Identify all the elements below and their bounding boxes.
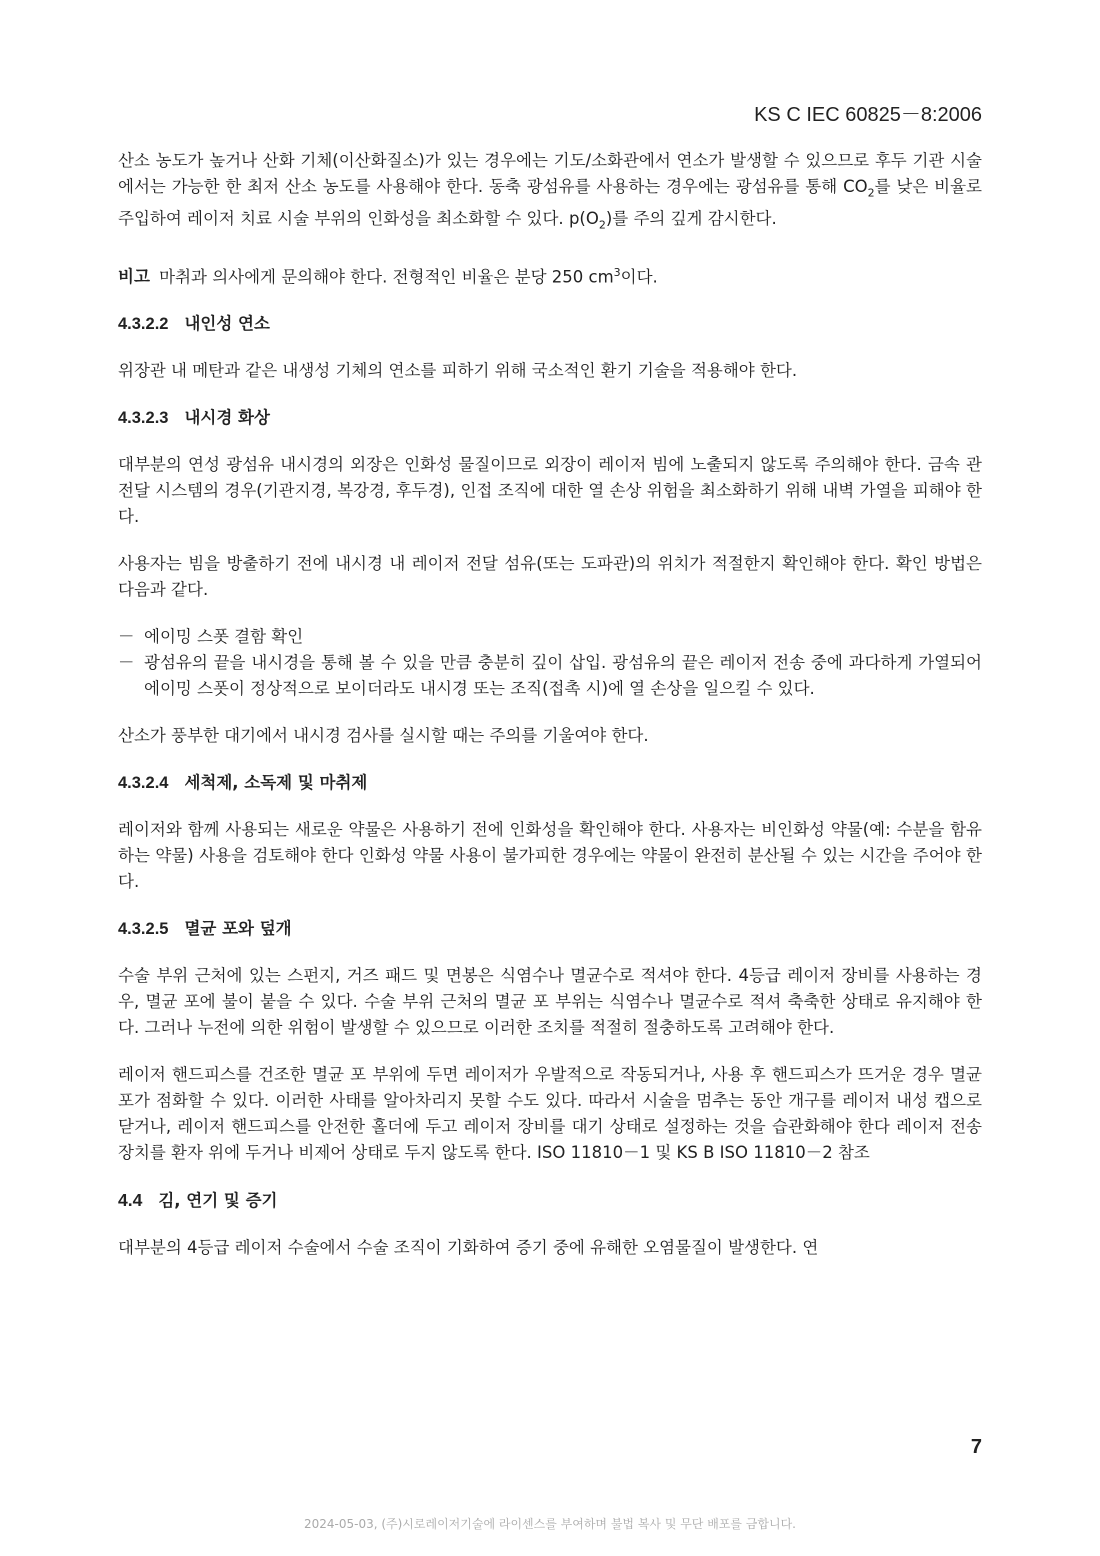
section-heading-4-3-2-5: 4.3.2.5 멸균 포와 덮개 (118, 919, 292, 939)
list-item: － 에이밍 스폿 결함 확인 (118, 627, 304, 647)
paragraph-endoscope-3: 산소가 풍부한 대기에서 내시경 검사를 실시할 때는 주의를 기울여야 한다. (118, 726, 649, 746)
section-heading-4-3-2-4: 4.3.2.4 세척제, 소독제 및 마취제 (118, 773, 368, 793)
paragraph-drapes-2: 레이저 핸드피스를 건조한 멸균 포 부위에 두면 레이저가 우발적으로 작동되거나, 사용 후 핸드피스가 뜨거운 경우 멸균 포가 점화할 수 있다. 이러한 사태를 알아차리지 못할 수도 있다. 따라서 시술을 멈추는 동안 개구를 레이저 내성 캡으로 닫거나, 레이저 핸드피스를 안전한 홀더에 두고 레이저 장비를 대기 상태로 설정하는 것을 습관화해야 한다 레이저 전송 장치를 환자 위에 두거나 비제어 상태로 두지 않도록 한다. ISO 11810－1 및 KS B ISO 11810－2 참조 (118, 1065, 982, 1163)
check-method-list (118, 624, 982, 702)
paragraph-endoscope-1: 대부분의 연성 광섬유 내시경의 외장은 인화성 물질이므로 외장이 레이저 빔에 노출되지 않도록 주의해야 한다. 금속 관 전달 시스템의 경우(기관지경, 복강경, 후두경), 인접 조직에 대한 열 손상 위험을 최소화하기 위해 내벽 가열을 피해야 한다. (118, 455, 982, 527)
page-number: 7 (970, 1436, 982, 1458)
section-heading-4-4: 4.4 김, 연기 및 증기 (118, 1190, 278, 1211)
list-item: － 광섬유의 끝을 내시경을 통해 볼 수 있을 만큼 충분히 깊이 삽입. 광섬유의 끝은 레이저 전송 중에 과다하게 가열되어 에이밍 스폿이 정상적으로 보이더라도 내시경 또는 조직(접촉 시)에 열 손상을 일으킬 수 있다. (118, 653, 982, 699)
paragraph-endoscope-2: 사용자는 빔을 방출하기 전에 내시경 내 레이저 전달 섬유(또는 도파관)의 위치가 적절한지 확인해야 한다. 확인 방법은 다음과 같다. (118, 554, 982, 600)
paragraph-endogenous: 위장관 내 메탄과 같은 내생성 기체의 연소를 피하기 위해 국소적인 환기 기술을 적용해야 한다. (118, 361, 798, 381)
document-code-header: KS C IEC 60825－8:2006 (754, 104, 982, 126)
document-body (118, 148, 982, 1282)
note-paragraph: 비고 마취과 의사에게 문의해야 한다. 전형적인 비율은 분당 250 $cm^3$이다. (118, 265, 658, 287)
note-label: 비고 (118, 267, 150, 287)
paragraph-drapes-1: 수술 부위 근처에 있는 스펀지, 거즈 패드 및 면봉은 식염수나 멸균수로 적셔야 한다. 4등급 레이저 장비를 사용하는 경우, 멸균 포에 불이 붙을 수 있다. 수술 부위 근처의 멸균 포 부위는 식염수나 멸균수로 적셔 축축한 상태로 유지해야 한다. 그러나 누전에 의한 위험이 발생할 수 있으므로 이러한 조치를 적절히 절충하도록 고려해야 한다. (118, 966, 982, 1038)
section-heading-4-3-2-3: 4.3.2.3 내시경 화상 (118, 408, 270, 428)
section-heading-4-3-2-2: 4.3.2.2 내인성 연소 (118, 314, 270, 334)
license-footer: 2024-05-03, (주)시로레이저기술에 라이센스를 부여하며 불법 복사 및 무단 배포를 금합니다. (303, 1517, 796, 1531)
paragraph-smoke: 대부분의 4등급 레이저 수술에서 수술 조직이 기화하여 증기 중에 유해한 오염물질이 발생한다. 연 (118, 1238, 819, 1258)
paragraph-drugs: 레이저와 함께 사용되는 새로운 약물은 사용하기 전에 인화성을 확인해야 한다. 사용자는 비인화성 약물(예: 수분을 함유하는 약물) 사용을 검토해야 한다 인화성 약물 사용이 불가피한 경우에는 약물이 완전히 분산될 수 있는 시간을 주어야 한다. (118, 820, 983, 892)
paragraph-oxygen: 산소 농도가 높거나 산화 기체(이산화질소)가 있는 경우에는 기도/소화관에서 연소가 발생할 수 있으므로 후두 기관 시술에서는 가능한 한 최저 산소 농도를 사용해야 한다. 동축 광섬유를 사용하는 경우에는 광섬유를 통해 $CO_2$를 낮은 비율로 주입하여 레이저 치료 시술 부위의 인화성을 최소화할 수 있다. $p(O_2)$를 주의 깊게 감시한다. (118, 151, 982, 232)
